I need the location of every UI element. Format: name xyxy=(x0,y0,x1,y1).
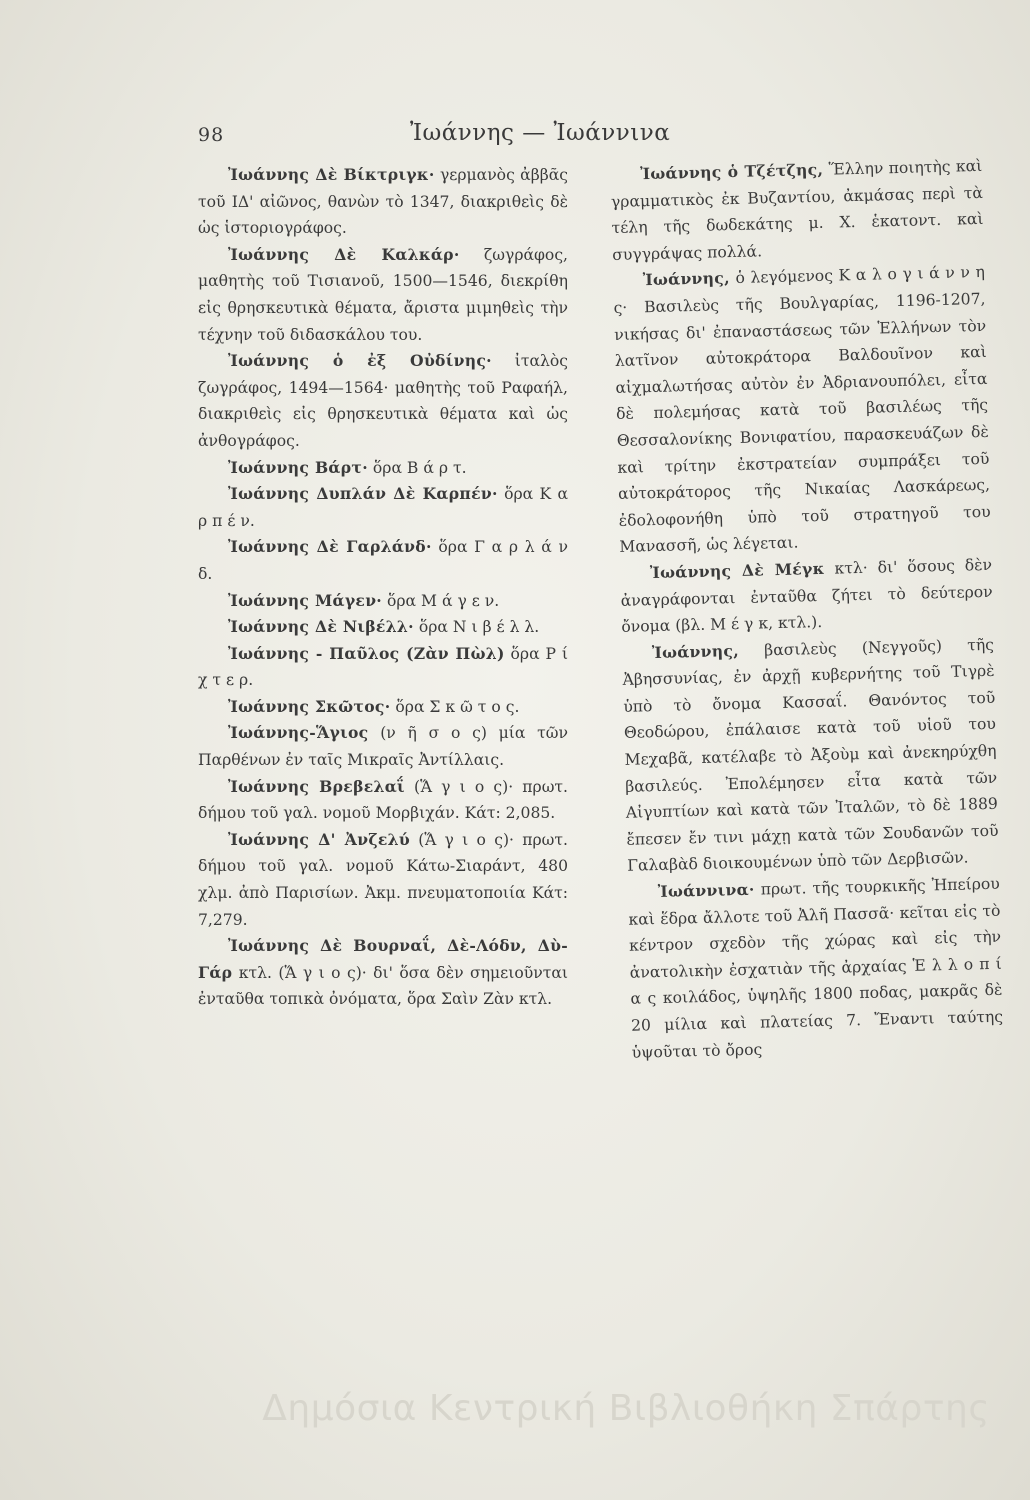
dictionary-entry xyxy=(198,933,568,1013)
entry-text: ὅρα Ρ ί χ τ ε ρ. xyxy=(198,644,568,690)
dictionary-entry xyxy=(622,631,1000,879)
right-column xyxy=(610,153,1004,1066)
running-head: Ἰωάννης — Ἰωάννινα xyxy=(410,120,671,146)
entry-text: κτλ· δι' ὅσους δὲν ἀναγράφονται ἐνταῦθα ζήτει τὸ δεύτερον ὄνομα (βλ. Μ έ γ κ, κτλ.). xyxy=(620,555,993,636)
entry-text: ὅρα Β ά ρ τ. xyxy=(367,458,467,477)
entry-headword: Ἰωάννης Δὲ Νιβέλλ· xyxy=(228,617,414,637)
dictionary-entry xyxy=(198,348,568,454)
entry-text: Ἕλλην ποιητὴς καὶ γραμματικὸς ἐκ Βυζαντίου, ἀκμάσας περὶ τὰ τέλη τῆς δωδεκάτης μ. Χ. ἑκατοντ. καὶ συγγράψας πολλά. xyxy=(610,156,984,264)
dictionary-entry xyxy=(198,774,568,827)
entry-headword: Ἰωάννης Βάρτ· xyxy=(228,457,368,477)
entry-headword: Ἰωάννινα· xyxy=(657,879,755,902)
dictionary-entry xyxy=(198,641,568,694)
dictionary-entry xyxy=(198,614,568,641)
entry-headword: Ἰωάννης Δὲ Καλκάρ· xyxy=(228,244,460,264)
entry-headword: Ἰωάννης - Παῦλος (Ζὰν Πὼλ) xyxy=(228,643,505,663)
entry-headword: Ἰωάννης Δ' Ἀνζελύ xyxy=(228,829,410,849)
entry-headword: Ἰωάννης Σκῶτος· xyxy=(228,696,391,716)
entry-text: ὅρα Σ κ ῶ τ ο ς. xyxy=(390,697,520,716)
entry-headword: Ἰωάννης ὁ ἐξ Οὐδίνης· xyxy=(228,351,492,371)
dictionary-entry xyxy=(610,153,984,268)
dictionary-entry xyxy=(613,259,992,561)
entry-text: γερμανὸς ἀββᾶς τοῦ ΙΔ' αἰῶνος, θανὼν τὸ 1347, διακριθεὶς δὲ ὡς ἱστοριογράφος. xyxy=(198,166,568,238)
entry-text: ἰταλὸς ζωγράφος, 1494—1564· μαθητὴς τοῦ Ραφαήλ, διακριθεὶς εἰς θρησκευτικὰ θέματα καὶ ὡς ἀνθογράφος. xyxy=(198,352,568,450)
dictionary-entry xyxy=(198,481,568,534)
entry-text: ὅρα Μ ά γ ε ν. xyxy=(382,591,500,610)
page-number: 98 xyxy=(198,124,225,146)
entry-text: (Ἅ γ ι ο ς)· πρωτ. δήμου τοῦ γαλ. νομοῦ Κάτω-Σιαράντ, 480 χλμ. ἀπὸ Παρισίων. Ἀκμ. πνευματοποιία Κάτ: 7,279. xyxy=(198,830,568,929)
entry-headword: Ἰωάννης Βρεβελαΐ xyxy=(228,776,405,796)
entry-text: βασιλεὺς (Νεγγοῦς) τῆς Ἀβησσυνίας, ἐν ἀρχῇ κυβερνήτης τοῦ Τιγρὲ ὑπὸ τὸ ὄνομα Κασσαΐ. Θανόντος τοῦ Θεοδώρου, ἐπάλαισε κατὰ τοῦ υἱοῦ του Μεχαβᾶ, κατέλαβε τὸ Ἀξοὺμ καὶ ἀνεκηρύχθη βασιλεύς. Ἐπολέμησεν εἶτα κατὰ τῶν Αἰγυπτίων καὶ κατὰ τῶν Ἰταλῶν, τὸ δὲ 1889 ἔπεσεν ἔν τινι μάχῃ κατὰ τῶν Σουδανῶν τοῦ Γαλαβὰδ διοικουμένων ὑπὸ τῶν Δερβισῶν. xyxy=(622,635,999,876)
entry-headword: Ἰωάννης Μάγεν· xyxy=(228,590,383,610)
dictionary-entry xyxy=(198,720,568,773)
entry-text: ὅρα Γ α ρ λ ά ν δ. xyxy=(198,538,568,583)
entry-text: (Ἅ γ ι ο ς)· πρωτ. δήμου τοῦ γαλ. νομοῦ Μορβιχάν. Κάτ: 2,085. xyxy=(198,777,568,823)
entry-text: κτλ. (Ἅ γ ι ο ς)· δι' ὅσα δὲν σημειοῦνται ἐνταῦθα τοπικὰ ὀνόματα, ὅρα Σαὶν Ζὰν κτλ. xyxy=(198,963,568,1009)
entry-headword: Ἰωάννης, xyxy=(651,640,740,662)
dictionary-entry xyxy=(620,552,994,641)
entry-headword: Ἰωάννης Δὲ Βουρναΐ, Δὲ-Λόδν, Δὺ-Γάρ xyxy=(198,936,568,982)
left-column xyxy=(198,162,568,1013)
entry-headword: Ἰωάννης ὁ Τζέτζης, xyxy=(640,159,824,184)
entry-headword: Ἰωάννης Δὲ Γαρλάνδ· xyxy=(228,537,432,557)
entry-text: (ν ῆ σ ο ς) μία τῶν Παρθένων ἐν ταῖς Μικραῖς Ἀντίλλαις. xyxy=(198,724,568,770)
dictionary-entry xyxy=(198,162,568,242)
dictionary-entry xyxy=(198,694,568,721)
entry-headword: Ἰωάννης Δὲ Μέγκ xyxy=(649,558,825,583)
entry-text: ὁ λεγόμενος Κ α λ ο γ ι ά ν ν η ς· Βασιλεὺς τῆς Βουλγαρίας, 1196-1207, νικήσας δι' ἐπαναστάσεως τῶν Ἑλλήνων τὸν λατῖνον αὐτοκράτορα Βαλδουῖνον καὶ αἰχμαλωτήσας αὐτὸν ἐν Ἀδριανουπόλει, εἶτα δὲ πολεμήσας κατὰ τοῦ βασιλέως τῆς Θεσσαλονίκης Βονιφατίου, παρασκευάζων δὲ καὶ τρίτην ἐκστρατείαν συμπράξει τοῦ αὐτοκράτορος τῆς Νικαίας Λασκάρεως, ἐδολοφονήθη ὑπὸ τοῦ στρατηγοῦ του Μανασσῆ, ὡς λέγεται. xyxy=(613,263,991,557)
dictionary-entry xyxy=(198,534,568,587)
dictionary-entry xyxy=(198,242,568,348)
library-watermark: Δημόσια Κεντρική Βιβλιοθήκη Σπάρτης xyxy=(262,1388,990,1429)
entry-text: ὅρα Κ α ρ π έ ν. xyxy=(198,485,568,530)
entry-headword: Ἰωάννης-Ἅγιος xyxy=(228,723,369,743)
dictionary-entry xyxy=(198,588,568,615)
entry-headword: Ἰωάννης, xyxy=(642,268,731,290)
dictionary-entry xyxy=(628,871,1004,1066)
entry-headword: Ἰωάννης Δὲ Βίκτριγκ· xyxy=(228,165,435,184)
entry-headword: Ἰωάννης Δυπλάν Δὲ Καρπέν· xyxy=(228,484,498,504)
dictionary-entry xyxy=(198,455,568,482)
entry-text: ζωγράφος, μαθητὴς τοῦ Τισιανοῦ, 1500—1546, διεκρίθη εἰς θρησκευτικὰ θέματα, ἄριστα μιμηθεὶς τὴν τέχνην τοῦ διδασκάλου του. xyxy=(198,245,569,344)
dictionary-entry xyxy=(198,827,568,933)
entry-text: πρωτ. τῆς τουρκικῆς Ἠπείρου καὶ ἕδρα ἄλλοτε τοῦ Ἀλῆ Πασσᾶ· κεῖται εἰς τὸ κέντρον σχεδὸν τῆς χώρας καὶ εἰς τὴν ἀνατολικὴν ἐσχατιὰν τῆς ἀρχαίας Ἑ λ λ ο π ί α ς κοιλάδος, ὑψηλῆς 1800 ποδας, μακρᾶς δὲ 20 μίλια καὶ πλατείας 7. Ἔναντι ταύτης ὑψοῦται τὸ ὄρος xyxy=(628,874,1004,1062)
entry-text: ὅρα Ν ι β έ λ λ. xyxy=(413,618,540,637)
